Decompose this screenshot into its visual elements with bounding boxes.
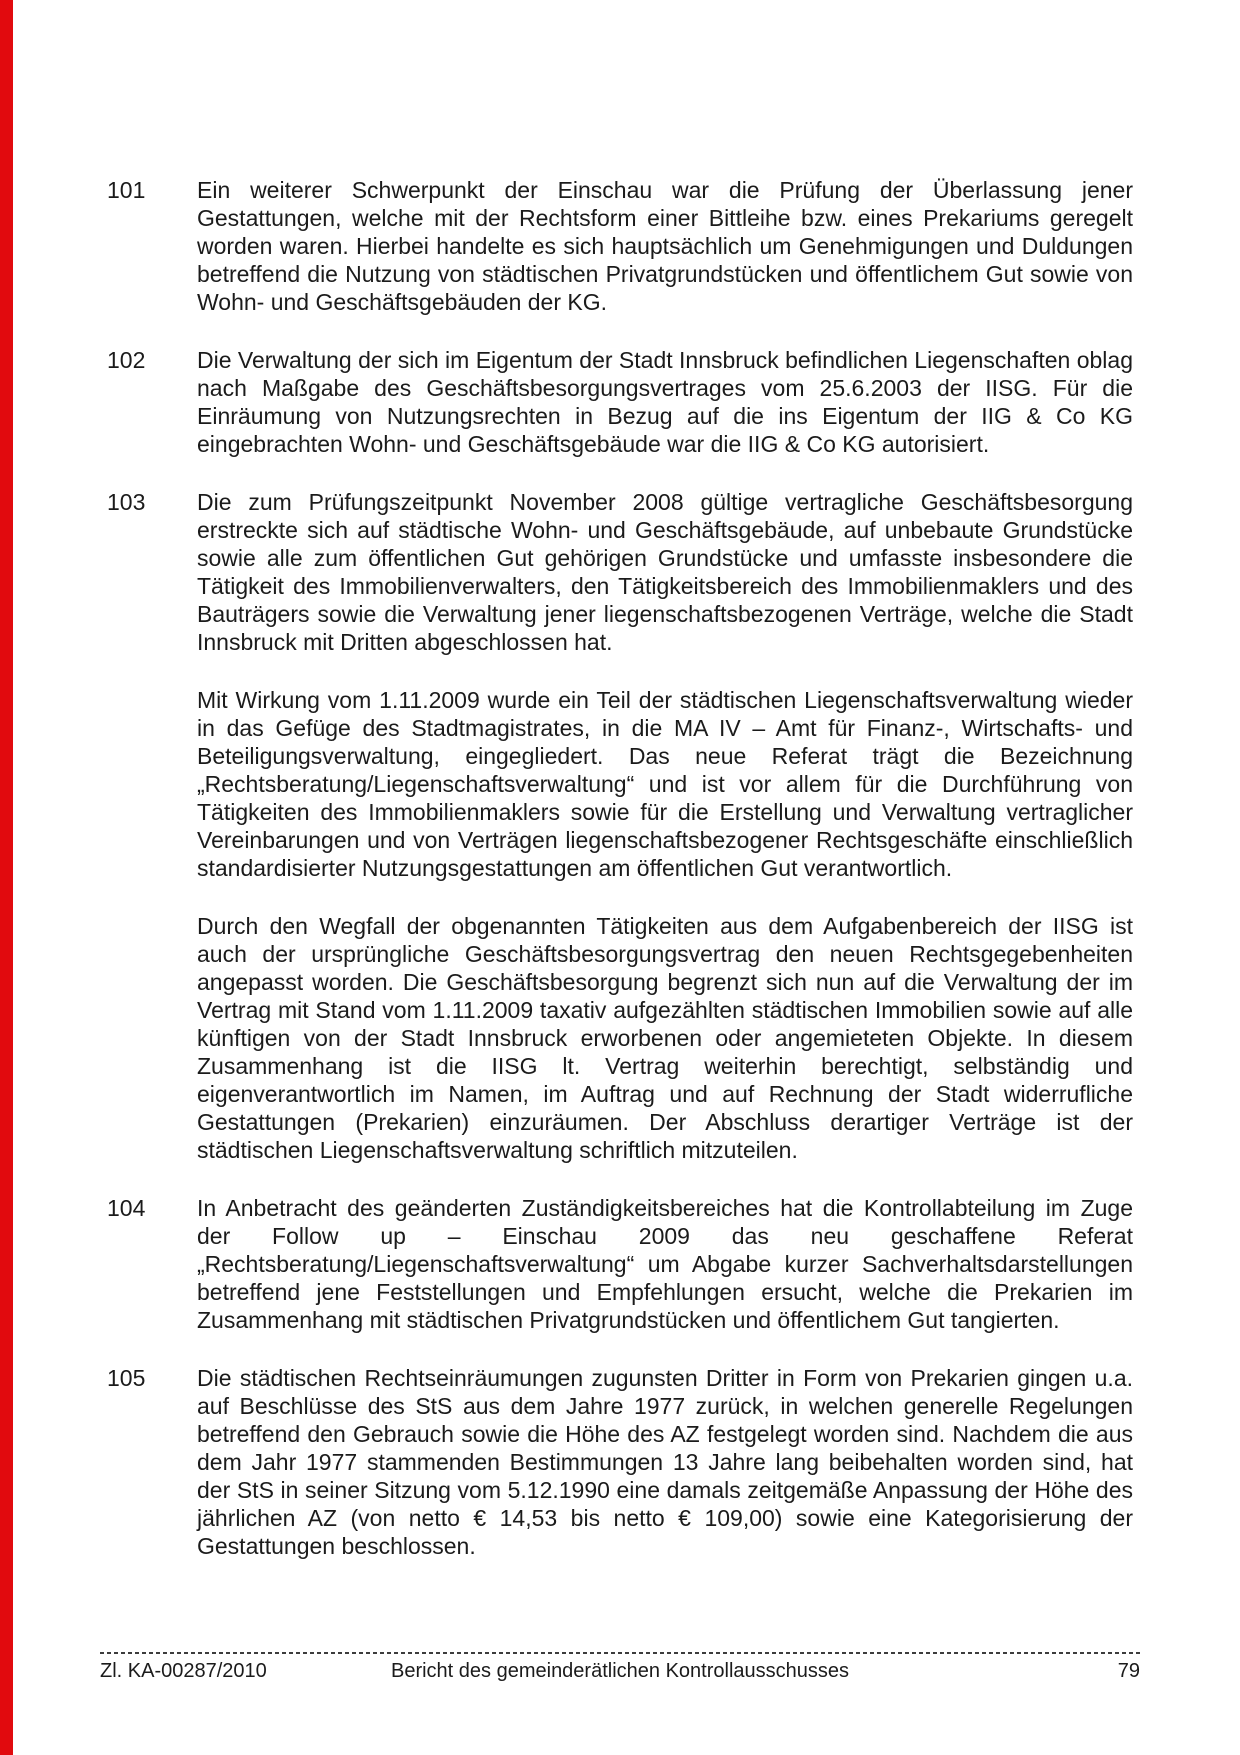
- footer-report-title: Bericht des gemeinderätlichen Kontrollausschusses: [390, 1660, 850, 1682]
- paragraph-number: 104: [107, 1195, 146, 1221]
- paragraph-text: Die Verwaltung der sich im Eigentum der Stadt Innsbruck befindlichen Liegenschaften oblag nach Maßgabe des Geschäftsbesorgungsvertrages vom 25.6.2003 der IISG. Für die Einräumung von Nutzungsrechten in Bezug auf die ins Eigentum der IIG & Co KG eingebrachten Wohn- und Geschäftsgebäude war die IIG & Co KG autorisiert.: [197, 347, 1133, 457]
- paragraph-number: 101: [107, 177, 146, 203]
- paragraph-number: 103: [107, 489, 146, 515]
- paragraph-103-continuation-1: [107, 686, 1133, 882]
- red-margin-stripe: [0, 0, 13, 1755]
- paragraph-text: In Anbetracht des geänderten Zuständigkeitsbereiches hat die Kontrollabteilung im Zuge der Follow up – Einschau 2009 das neu geschaffene Referat „Rechtsberatung/Liegenschaftsverwaltung“ um Abgabe kurzer Sachverhaltsdarstellungen betreffend jene Feststellungen und Empfehlungen ersucht, welche die Prekarien im Zusammenhang mit städtischen Privatgrundstücken und öffentlichem Gut tangierten.: [197, 1195, 1133, 1333]
- paragraph-105: [107, 1364, 1133, 1560]
- paragraph-104: [107, 1194, 1133, 1334]
- paragraph-101: [107, 176, 1133, 316]
- paragraph-text: Mit Wirkung vom 1.11.2009 wurde ein Teil der städtischen Liegenschaftsverwaltung wieder in das Gefüge des Stadtmagistrates, in die MA IV – Amt für Finanz-, Wirtschafts- und Beteiligungsverwaltung, eingegliedert. Das neue Referat trägt die Bezeichnung „Rechtsberatung/Liegenschaftsverwaltung“ und ist vor allem für die Durchführung von Tätigkeiten des Immobilienmaklers sowie für die Erstellung und Verwaltung vertraglicher Vereinbarungen und von Verträgen liegenschaftsbezogener Rechtsgeschäfte einschließlich standardisierter Nutzungsgestattungen am öffentlichen Gut verantwortlich.: [197, 687, 1133, 881]
- paragraph-text: Ein weiterer Schwerpunkt der Einschau war die Prüfung der Überlassung jener Gestattungen, welche mit der Rechtsform einer Bittleihe bzw. eines Prekariums geregelt worden waren. Hierbei handelte es sich hauptsächlich um Genehmigungen und Duldungen betreffend die Nutzung von städtischen Privatgrundstücken und öffentlichem Gut sowie von Wohn- und Geschäftsgebäuden der KG.: [197, 177, 1133, 315]
- paragraph-number: 102: [107, 347, 146, 373]
- footer-reference-number: Zl. KA-00287/2010: [100, 1660, 267, 1682]
- report-body: [107, 176, 1133, 1590]
- footer-divider: [100, 1652, 1140, 1655]
- paragraph-103-continuation-2: [107, 912, 1133, 1164]
- paragraph-text: Durch den Wegfall der obgenannten Tätigkeiten aus dem Aufgabenbereich der IISG ist auch der ursprüngliche Geschäftsbesorgungsvertrag den neuen Rechtsgegebenheiten angepasst worden. Die Geschäftsbesorgung begrenzt sich nun auf die Verwaltung der im Vertrag mit Stand vom 1.11.2009 taxativ aufgezählten städtischen Immobilien sowie auf alle künftigen von der Stadt Innsbruck erworbenen oder angemieteten Objekte. In diesem Zusammenhang ist die IISG lt. Vertrag weiterhin berechtigt, selbständig und eigenverantwortlich im Namen, im Auftrag und auf Rechnung der Stadt widerrufliche Gestattungen (Prekarien) einzuräumen. Der Abschluss derartiger Verträge ist der städtischen Liegenschaftsverwaltung schriftlich mitzuteilen.: [197, 913, 1133, 1163]
- page-footer: [100, 1652, 1140, 1684]
- paragraph-number: 105: [107, 1365, 146, 1391]
- footer-page-number: 79: [1117, 1660, 1140, 1682]
- paragraph-text: Die zum Prüfungszeitpunkt November 2008 gültige vertragliche Geschäftsbesorgung erstreckte sich auf städtische Wohn- und Geschäftsgebäude, auf unbebaute Grundstücke sowie alle zum öffentlichen Gut gehörigen Grundstücke und umfasste insbesondere die Tätigkeit des Immobilienverwalters, den Tätigkeitsbereich des Immobilienmaklers und des Bauträgers sowie die Verwaltung jener liegenschaftsbezogenen Verträge, welche die Stadt Innsbruck mit Dritten abgeschlossen hat.: [197, 489, 1133, 655]
- paragraph-102: [107, 346, 1133, 458]
- paragraph-103: [107, 488, 1133, 656]
- paragraph-text: Die städtischen Rechtseinräumungen zugunsten Dritter in Form von Prekarien gingen u.a. auf Beschlüsse des StS aus dem Jahre 1977 zurück, in welchen generelle Regelungen betreffend den Gebrauch sowie die Höhe des AZ festgelegt worden sind. Nachdem die aus dem Jahr 1977 stammenden Bestimmungen 13 Jahre lang beibehalten worden sind, hat der StS in seiner Sitzung vom 5.12.1990 eine damals zeitgemäße Anpassung der Höhe des jährlichen AZ (von netto € 14,53 bis netto € 109,00) sowie eine Kategorisierung der Gestattungen beschlossen.: [197, 1365, 1133, 1559]
- footer-row: [100, 1659, 1140, 1684]
